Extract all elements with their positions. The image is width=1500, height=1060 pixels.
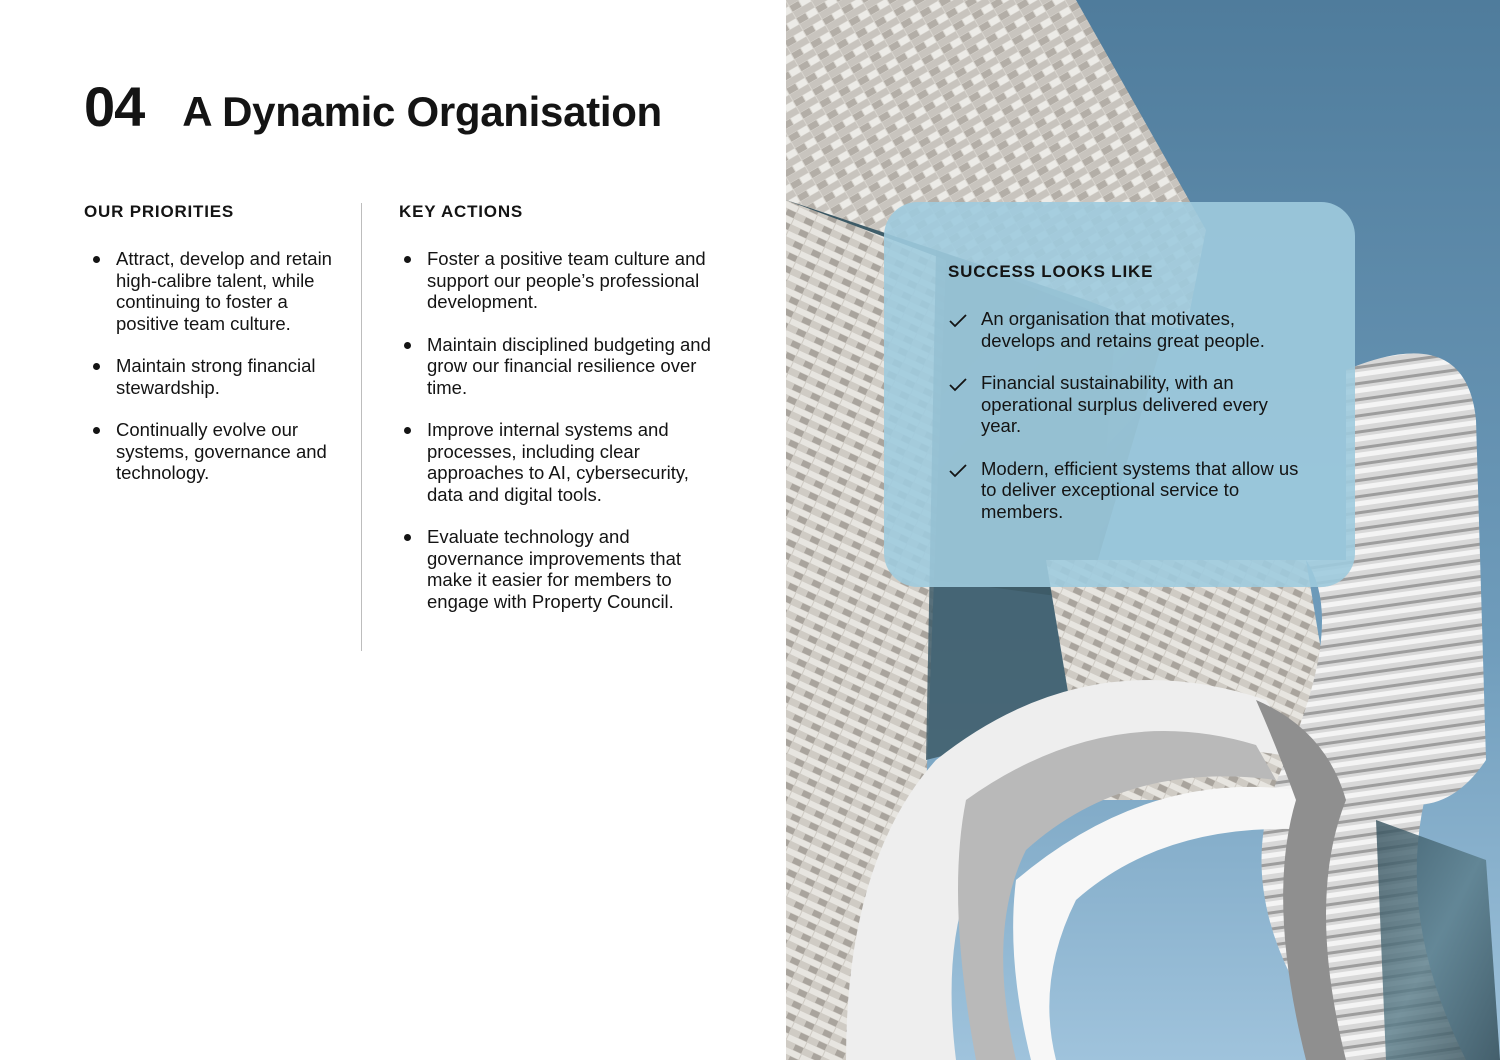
key-actions-column bbox=[399, 202, 729, 633]
action-text: Foster a positive team culture and support our people’s professional development. bbox=[427, 248, 706, 312]
success-list bbox=[946, 308, 1306, 543]
list-item bbox=[399, 334, 729, 399]
priorities-list bbox=[84, 248, 334, 484]
priority-text: Attract, develop and retain high-calibre talent, while continuing to foster a positive team culture. bbox=[116, 248, 332, 334]
list-item bbox=[399, 419, 729, 505]
check-icon bbox=[948, 377, 968, 393]
success-text: Modern, efficient systems that allow us to deliver exceptional service to members. bbox=[981, 457, 1299, 522]
priorities-column bbox=[84, 202, 334, 505]
section-number: 04 bbox=[84, 75, 145, 138]
bullet-dot-icon bbox=[93, 363, 100, 370]
page-title: A Dynamic Organisation bbox=[182, 88, 662, 135]
bullet-dot-icon bbox=[404, 427, 411, 434]
list-item bbox=[946, 308, 1306, 351]
action-text: Evaluate technology and governance improvements that make it easier for members to engage with Property Council. bbox=[427, 526, 681, 612]
priorities-heading: OUR PRIORITIES bbox=[84, 202, 235, 221]
check-icon bbox=[948, 313, 968, 329]
key-actions-heading: KEY ACTIONS bbox=[399, 202, 524, 221]
priority-text: Maintain strong financial stewardship. bbox=[116, 355, 316, 398]
list-item bbox=[946, 372, 1306, 437]
title-row bbox=[84, 74, 662, 139]
key-actions-list bbox=[399, 248, 729, 612]
bullet-dot-icon bbox=[404, 256, 411, 263]
list-item bbox=[399, 248, 729, 313]
bullet-dot-icon bbox=[404, 534, 411, 541]
success-text: An organisation that motivates, develops and retains great people. bbox=[981, 308, 1265, 351]
action-text: Maintain disciplined budgeting and grow our financial resilience over time. bbox=[427, 333, 711, 398]
check-icon bbox=[948, 463, 968, 479]
list-item bbox=[84, 355, 334, 398]
list-item bbox=[84, 248, 334, 334]
success-heading: SUCCESS LOOKS LIKE bbox=[948, 262, 1154, 281]
success-card bbox=[884, 202, 1355, 587]
bullet-dot-icon bbox=[404, 342, 411, 349]
bullet-dot-icon bbox=[93, 427, 100, 434]
success-text: Financial sustainability, with an operational surplus delivered every year. bbox=[981, 372, 1268, 436]
list-item bbox=[946, 458, 1306, 523]
action-text: Improve internal systems and processes, including clear approaches to AI, cybersecurity, data and digital tools. bbox=[427, 419, 689, 505]
list-item bbox=[84, 419, 334, 484]
column-divider bbox=[361, 203, 362, 651]
list-item bbox=[399, 526, 729, 612]
bullet-dot-icon bbox=[93, 256, 100, 263]
priority-text: Continually evolve our systems, governance and technology. bbox=[116, 419, 327, 483]
